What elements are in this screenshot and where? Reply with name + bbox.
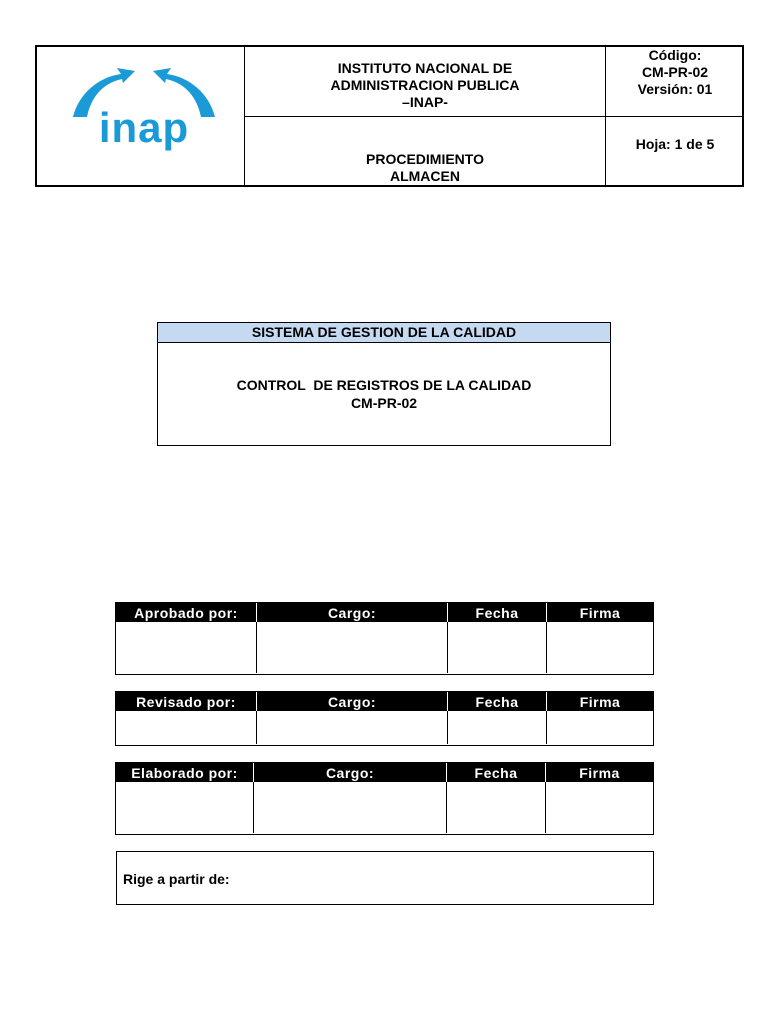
approved-table (115, 602, 654, 675)
approved-cargo-header: Cargo: (257, 603, 448, 622)
page-number: Hoja: 1 de 5 (635, 136, 715, 152)
elaborated-header-row (116, 763, 653, 782)
logo-cell (37, 47, 245, 185)
reviewed-fecha-header: Fecha (448, 692, 547, 711)
elaborated-firma-header: Firma (579, 764, 620, 781)
effective-date-label: Rige a partir de: (123, 870, 230, 887)
procedure-line-1: PROCEDIMIENTO (366, 151, 484, 167)
reviewed-date-cell[interactable] (448, 711, 547, 744)
institution-line-3: –INAP- (402, 94, 448, 110)
elaborated-name-cell[interactable] (116, 782, 254, 833)
elaborated-cargo-header: Cargo: (254, 763, 447, 782)
quality-system-line-1: CONTROL DE REGISTROS DE LA CALIDAD (236, 377, 532, 393)
institution-cell (245, 47, 606, 117)
approved-signature-cell[interactable] (547, 622, 653, 673)
reviewed-body-row (116, 711, 653, 744)
version-label: Versión: 01 (637, 81, 713, 97)
reviewed-firma-header: Firma (579, 693, 621, 710)
approved-firma-header: Firma (579, 604, 621, 621)
procedure-cell (245, 117, 606, 187)
reviewed-name-cell[interactable] (116, 711, 257, 744)
quality-system-box (157, 322, 611, 446)
page-number-cell (606, 117, 744, 187)
approved-cargo-cell[interactable] (257, 622, 448, 673)
reviewed-cargo-header: Cargo: (257, 692, 448, 711)
approved-date-cell[interactable] (448, 622, 547, 673)
institution-line-2: ADMINISTRACION PUBLICA (330, 77, 520, 93)
reviewed-header-row (116, 692, 653, 711)
approved-name-cell[interactable] (116, 622, 257, 673)
elaborated-cargo-cell[interactable] (254, 782, 447, 833)
approved-body-row (116, 622, 653, 673)
reviewed-signature-cell[interactable] (547, 711, 653, 744)
elaborated-table (115, 762, 654, 835)
elaborated-date-cell[interactable] (447, 782, 546, 833)
inap-logo (37, 47, 245, 187)
quality-system-title: SISTEMA DE GESTION DE LA CALIDAD (158, 323, 610, 343)
elaborated-role-header: Elaborado por: (116, 763, 254, 782)
institution-line-1: INSTITUTO NACIONAL DE (337, 60, 513, 76)
code-cell (606, 47, 744, 117)
document-header (35, 45, 744, 187)
quality-system-line-2: CM-PR-02 (350, 395, 418, 411)
reviewed-role-header: Revisado por: (116, 692, 257, 711)
procedure-line-2: ALMACEN (389, 168, 460, 184)
approved-header-row (116, 603, 653, 622)
approved-fecha-header: Fecha (448, 603, 547, 622)
elaborated-signature-cell[interactable] (546, 782, 653, 833)
elaborated-body-row (116, 782, 653, 833)
approved-role-header: Aprobado por: (116, 603, 257, 622)
elaborated-fecha-header: Fecha (447, 763, 546, 782)
quality-system-body (158, 343, 610, 412)
code-label: Código: (648, 47, 702, 63)
code-value: CM-PR-02 (641, 64, 709, 80)
effective-date-box[interactable] (116, 851, 654, 905)
reviewed-table (115, 691, 654, 746)
logo-text: inap (98, 104, 190, 151)
reviewed-cargo-cell[interactable] (257, 711, 448, 744)
